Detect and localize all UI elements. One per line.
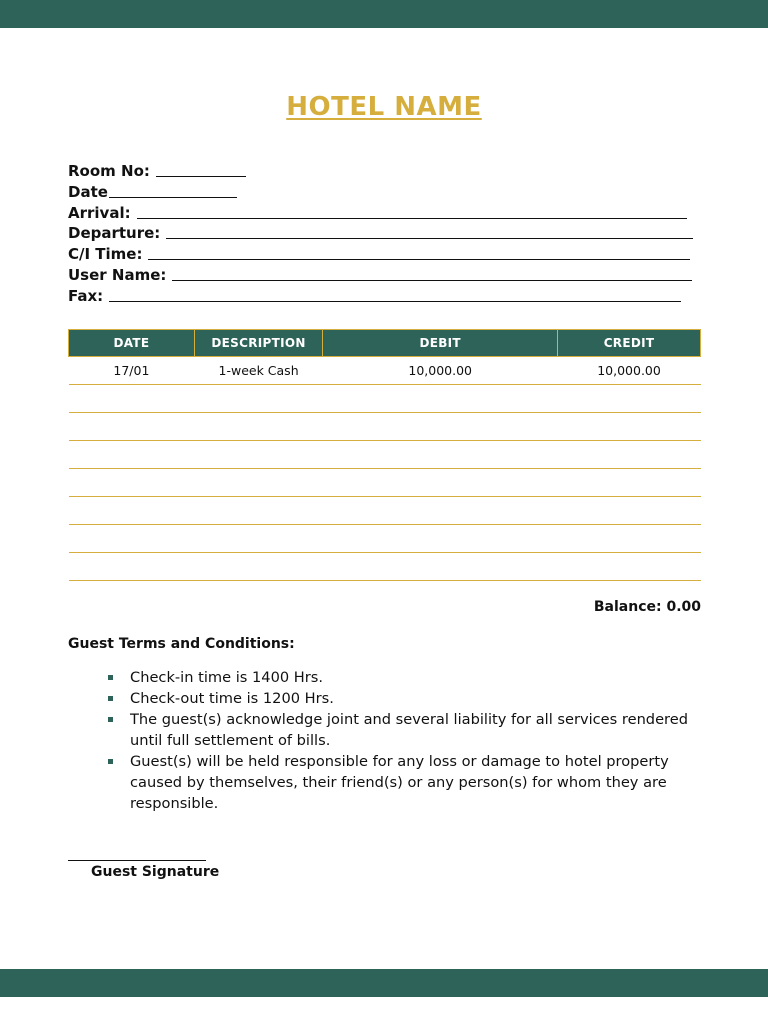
term-text: The guest(s) acknowledge joint and several liability for all services rendered until full settlement of bills. [130,711,688,749]
field-fax [68,286,708,307]
field-blank-line[interactable] [137,203,687,219]
cell-date [69,385,195,413]
cell-description [194,385,323,413]
cell-description [194,525,323,553]
field-blank-line[interactable] [172,265,692,281]
field-label: Departure: [68,224,161,243]
signature-line[interactable] [68,860,206,861]
field-blank-line[interactable] [156,161,246,177]
cell-debit [323,553,558,581]
cell-date [69,469,195,497]
cell-credit [558,469,701,497]
field-label: User Name: [68,265,167,284]
cell-debit [323,385,558,413]
square-bullet-icon [108,675,113,680]
cell-description [194,441,323,469]
cell-credit: 10,000.00 [558,357,701,385]
field-user-name [68,265,708,286]
table-row [69,525,701,553]
cell-debit [323,469,558,497]
column-header-debit: DEBIT [323,330,558,357]
column-header-credit: CREDIT [558,330,701,357]
field-date [68,182,708,203]
field-blank-line[interactable] [148,244,690,260]
guest-info-fields [68,161,708,307]
cell-date [69,525,195,553]
field-blank-line[interactable] [109,182,237,198]
cell-credit [558,441,701,469]
cell-credit [558,413,701,441]
balance-total: Balance: 0.00 [593,599,701,615]
list-item [108,709,698,751]
bottom-footer-bar [0,969,768,997]
table-row [69,385,701,413]
cell-date [69,553,195,581]
term-text: Check-in time is 1400 Hrs. [130,669,324,686]
field-label: Arrival: [68,203,131,222]
cell-date: 17/01 [69,357,195,385]
cell-debit: 10,000.00 [323,357,558,385]
term-text: Guest(s) will be held responsible for any loss or damage to hotel property caused by themselves, their friend(s) or any person(s) for whom they are responsible. [130,753,669,812]
cell-debit [323,413,558,441]
field-room-no [68,161,708,182]
signature-label: Guest Signature [91,864,220,880]
table-row [69,357,701,385]
table-row [69,553,701,581]
cell-debit [323,441,558,469]
table-row [69,469,701,497]
cell-description [194,413,323,441]
cell-description [194,553,323,581]
list-item [108,688,698,709]
terms-list [108,667,698,814]
cell-date [69,497,195,525]
field-label: Room No: [68,162,150,180]
square-bullet-icon [108,759,113,764]
table-header-row [69,330,701,357]
cell-date [69,413,195,441]
square-bullet-icon [108,717,113,722]
cell-description [194,497,323,525]
field-arrival [68,203,708,224]
field-blank-line[interactable] [109,286,681,302]
table-row [69,413,701,441]
field-blank-line[interactable] [166,223,693,239]
cell-date [69,441,195,469]
cell-credit [558,525,701,553]
field-departure [68,223,708,244]
cell-description [194,469,323,497]
cell-debit [323,497,558,525]
term-text: Check-out time is 1200 Hrs. [130,690,334,707]
column-header-description: DESCRIPTION [194,330,323,357]
cell-credit [558,553,701,581]
cell-description: 1-week Cash [194,357,323,385]
list-item [108,751,698,814]
field-label: Fax: [68,286,104,305]
top-header-bar [0,0,768,28]
column-header-date: DATE [69,330,195,357]
table-row [69,497,701,525]
table-row [69,441,701,469]
cell-credit [558,497,701,525]
terms-heading: Guest Terms and Conditions: [68,636,295,652]
cell-credit [558,385,701,413]
cell-debit [323,525,558,553]
ledger-table [68,329,701,581]
field-label: C/I Time: [68,245,143,264]
list-item [108,667,698,688]
hotel-name-title: HOTEL NAME [286,92,482,122]
square-bullet-icon [108,696,113,701]
field-label: Date [68,182,108,201]
field-ci-time [68,244,708,265]
